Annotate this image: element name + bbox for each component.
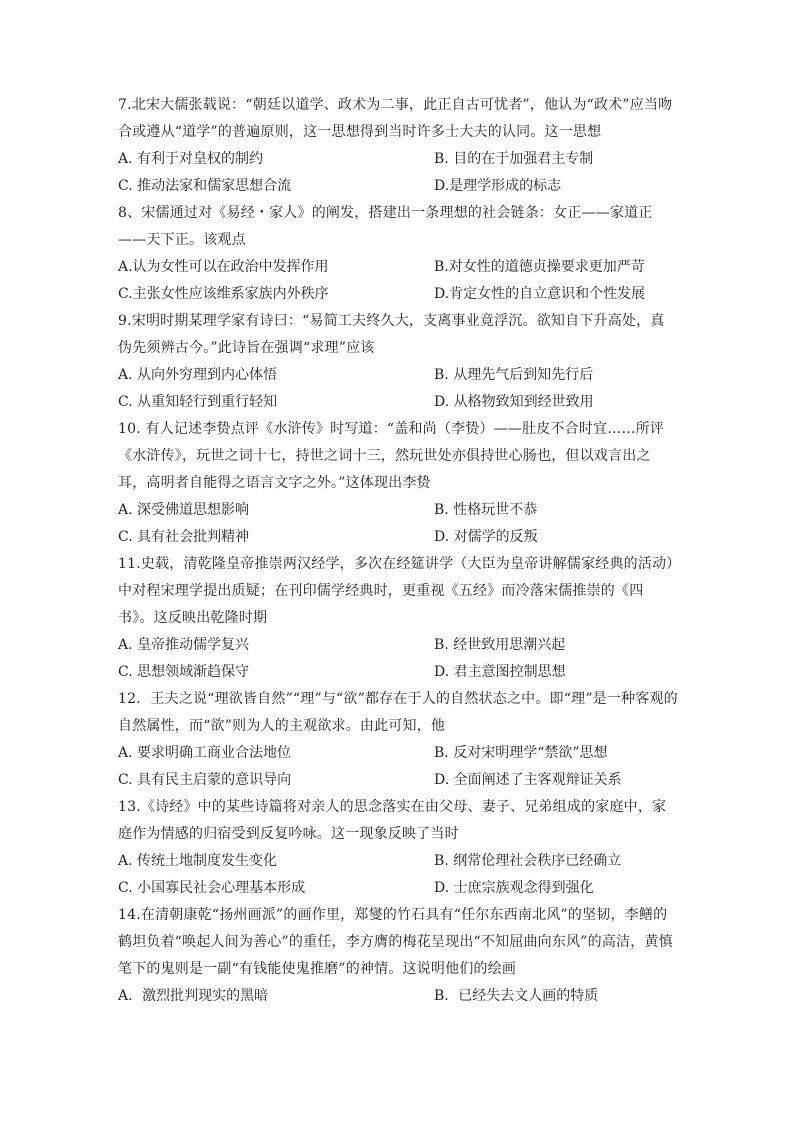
option-d: D. 全面阐述了主客观辩证关系 (434, 772, 622, 788)
option-c: C. 从重知轻行到重行轻知 (118, 394, 278, 410)
option-c: C. 推动法家和儒家思想合流 (118, 178, 292, 194)
option-a: A. 深受佛道思想影响 (118, 502, 250, 518)
question-stem: 14.在清朝康乾“扬州画派”的画作里，郑燮的竹石具有“任尔东西南北风”的坚韧，李鳝的鹤坦负着“唤起人间为善心”的重任，李方膺的梅花呈现出“不知屈曲向东风”的高洁，黄慎笔下的鬼则是一副“有钱能使鬼推磨”的神情。这说明他们的绘画 (118, 907, 673, 977)
question-13 (118, 794, 678, 902)
option-a: A. 有利于对皇权的制约 (118, 151, 264, 167)
option-d: D.肯定女性的自立意识和个性发展 (434, 286, 646, 302)
options-grid (118, 362, 678, 416)
question-stem: 10. 有人记述李贽点评《水浒传》时写道：“盖和尚（李贽）——肚皮不合时宜……所评《水浒传》，玩世之词十七，持世之词十三，然玩世处亦俱持世心肠也，但以戏言出之耳，高明者自能得之语言文字之外。”这体现出李贽 (118, 421, 665, 491)
question-14 (118, 902, 678, 1010)
option-d: D. 士庶宗族观念得到强化 (434, 880, 594, 896)
question-7 (118, 92, 678, 200)
option-b: B．已经失去文人画的特质 (434, 988, 599, 1004)
question-stem: 7.北宋大儒张载说：“朝廷以道学、政术为二事，此正自古可忧者”，他认为“政术”应当吻合或遵从“道学”的普遍原则，这一思想得到当时许多士大夫的认同。这一思想 (118, 97, 673, 140)
options-grid (118, 983, 678, 1010)
option-a: A. 传统土地制度发生变化 (118, 853, 278, 869)
option-b: B. 目的在于加强君主专制 (434, 151, 594, 167)
question-8 (118, 200, 678, 308)
question-9 (118, 308, 678, 416)
option-b: B. 性格玩世不恭 (434, 502, 538, 518)
option-c: C.主张女性应该维系家族内外秩序 (118, 286, 329, 302)
question-stem: 8、宋儒通过对《易经・家人》的阐发，搭建出一条理想的社会链条：女正——家道正——天下正。该观点 (118, 205, 653, 248)
option-a: A. 从向外穷理到内心体悟 (118, 367, 278, 383)
options-grid (118, 497, 678, 551)
question-stem: 9.宋明时期某理学家有诗曰：“易简工夫终久大，支离事业竟浮沉。欲知自下升高处，真伪先须辨古今。”此诗旨在强调“求理”应该 (118, 313, 665, 356)
option-c: C. 小国寡民社会心理基本形成 (118, 880, 306, 896)
options-grid (118, 632, 678, 686)
option-c: C. 思想领域渐趋保守 (118, 664, 250, 680)
option-c: C. 具有社会批判精神 (118, 529, 250, 545)
option-d: D. 对儒学的反叛 (434, 529, 538, 545)
question-stem: 11.史载，清乾隆皇帝推崇两汉经学，多次在经筵讲学（大臣为皇帝讲解儒家经典的活动）中对程宋理学提出质疑；在刊印儒学经典时，更重视《五经》而冷落宋儒推崇的《四书》。这反映出乾隆时期 (118, 556, 674, 626)
option-b: B. 纲常伦理社会秩序已经确立 (434, 853, 622, 869)
option-d: D. 从格物致知到经世致用 (434, 394, 594, 410)
option-a: A．激烈批判现实的黑暗 (118, 988, 269, 1004)
option-b: B. 经世致用思潮兴起 (434, 637, 566, 653)
question-11 (118, 551, 678, 686)
option-d: D.是理学形成的标志 (434, 178, 562, 194)
exam-page (118, 92, 678, 1010)
question-stem: 12．王夫之说“理欲皆自然”“理”与“欲”都存在于人的自然状态之中。即“理”是一种客观的自然属性，而“欲”则为人的主观欲求。由此可知，他 (118, 691, 678, 734)
option-b: B. 从理先气后到知先行后 (434, 367, 594, 383)
option-c: C. 具有民主启蒙的意识导向 (118, 772, 292, 788)
question-stem: 13.《诗经》中的某些诗篇将对亲人的思念落实在由父母、妻子、兄弟组成的家庭中，家庭作为情感的归宿受到反复吟咏。这一现象反映了当时 (118, 799, 667, 842)
options-grid (118, 740, 678, 794)
option-a: A. 皇帝推动儒学复兴 (118, 637, 250, 653)
options-grid (118, 254, 678, 308)
option-a: A.认为女性可以在政治中发挥作用 (118, 259, 329, 275)
question-12 (118, 686, 678, 794)
option-a: A. 要求明确工商业合法地位 (118, 745, 292, 761)
option-d: D. 君主意图控制思想 (434, 664, 566, 680)
option-b: B.对女性的道德贞操要求更加严苛 (434, 259, 645, 275)
options-grid (118, 146, 678, 200)
question-10 (118, 416, 678, 551)
option-b: B. 反对宋明理学“禁欲”思想 (434, 745, 608, 761)
options-grid (118, 848, 678, 902)
